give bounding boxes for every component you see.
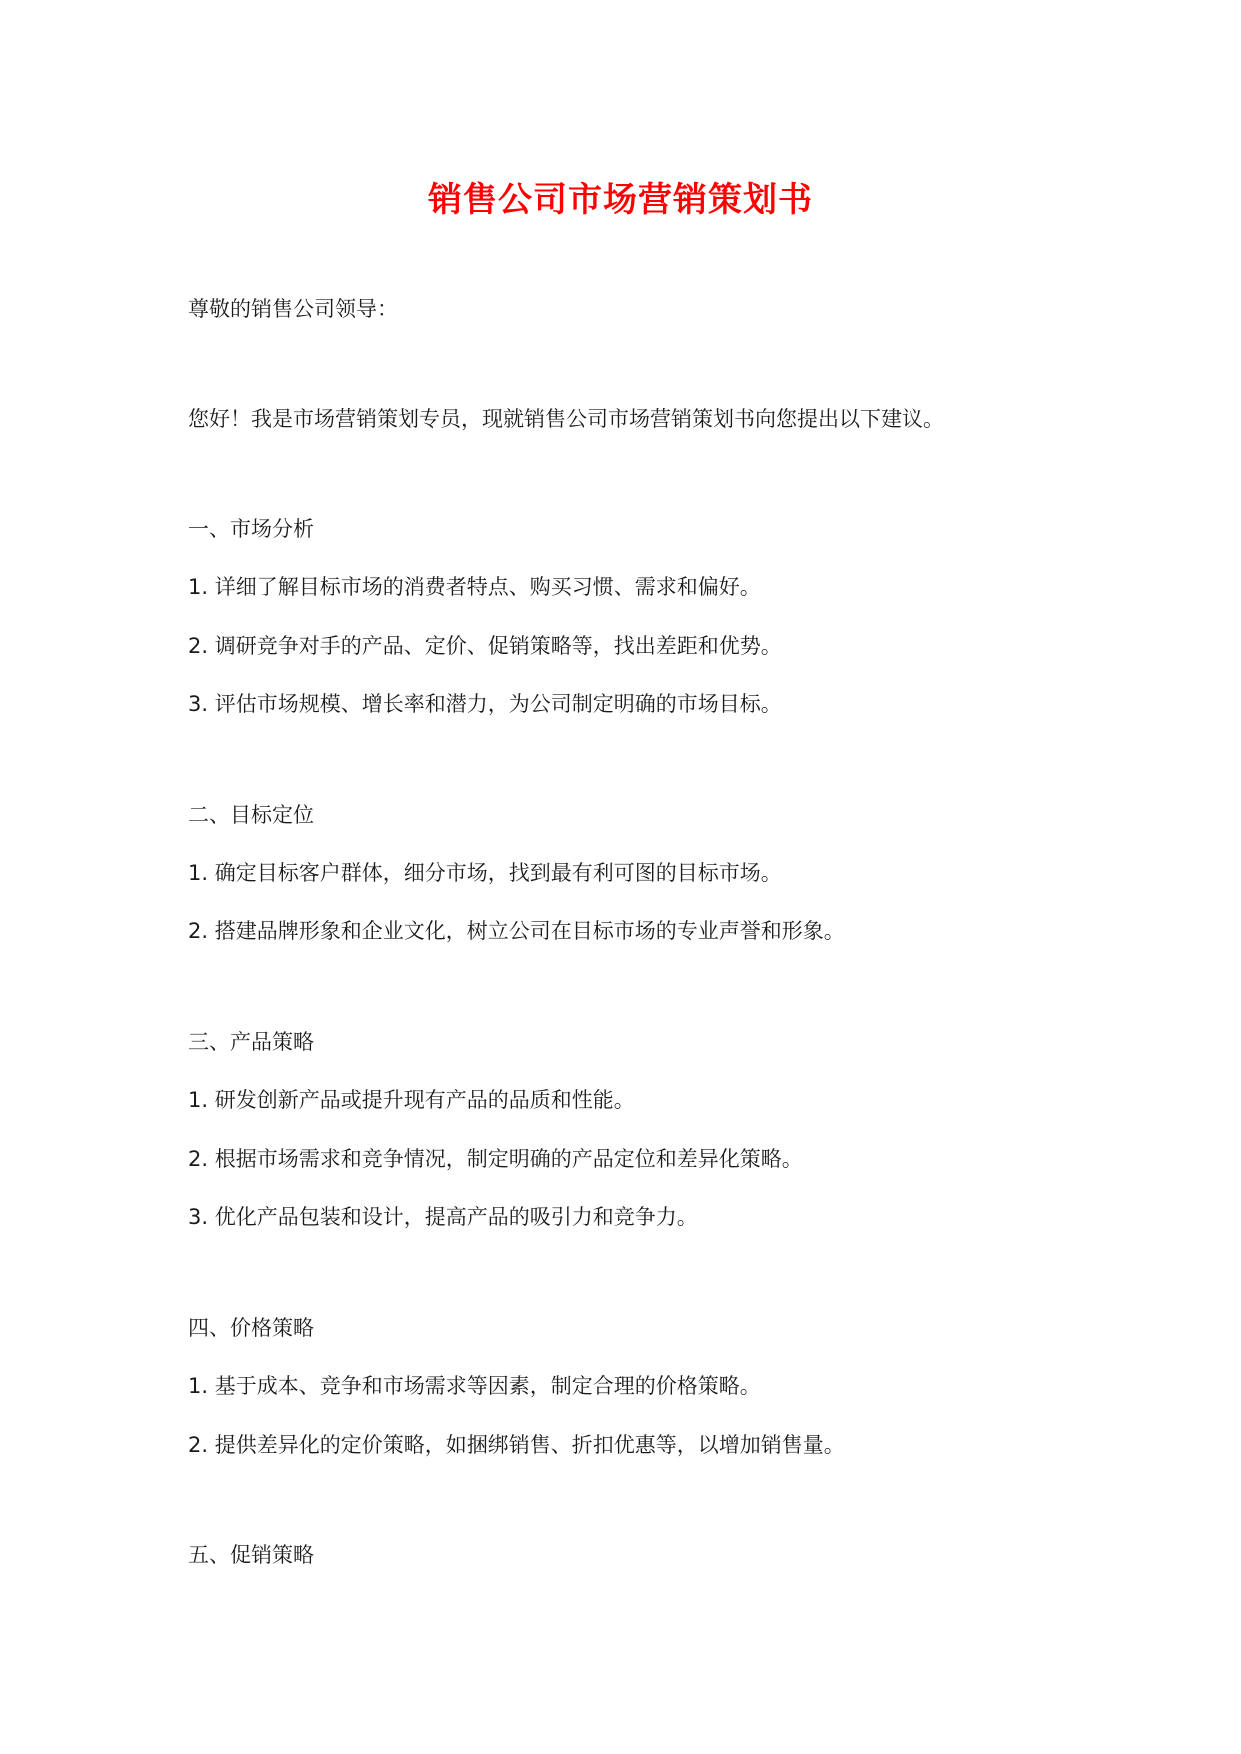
list-item: 3. 优化产品包装和设计，提高产品的吸引力和竞争力。	[188, 1205, 698, 1229]
section-heading-market-analysis: 一、市场分析	[188, 517, 314, 541]
section-heading-promotion-strategy: 五、促销策略	[188, 1543, 314, 1567]
list-item: 3. 评估市场规模、增长率和潜力，为公司制定明确的市场目标。	[188, 692, 782, 716]
list-item: 1. 研发创新产品或提升现有产品的品质和性能。	[188, 1088, 635, 1112]
list-item: 1. 确定目标客户群体，细分市场，找到最有利可图的目标市场。	[188, 861, 782, 885]
section-heading-target-positioning: 二、目标定位	[188, 803, 314, 827]
section-heading-product-strategy: 三、产品策略	[188, 1030, 314, 1054]
list-item: 2. 提供差异化的定价策略，如捆绑销售、折扣优惠等，以增加销售量。	[188, 1433, 845, 1457]
page-title: 销售公司市场营销策划书	[428, 180, 813, 220]
salutation: 尊敬的销售公司领导：	[188, 297, 398, 321]
intro-paragraph: 您好！我是市场营销策划专员，现就销售公司市场营销策划书向您提出以下建议。	[188, 407, 944, 431]
list-item: 2. 根据市场需求和竞争情况，制定明确的产品定位和差异化策略。	[188, 1147, 803, 1171]
list-item: 1. 基于成本、竞争和市场需求等因素，制定合理的价格策略。	[188, 1374, 761, 1398]
list-item: 1. 详细了解目标市场的消费者特点、购买习惯、需求和偏好。	[188, 575, 761, 599]
list-item: 2. 搭建品牌形象和企业文化，树立公司在目标市场的专业声誉和形象。	[188, 919, 845, 943]
list-item: 2. 调研竞争对手的产品、定价、促销策略等，找出差距和优势。	[188, 634, 782, 658]
section-heading-pricing-strategy: 四、价格策略	[188, 1316, 314, 1340]
